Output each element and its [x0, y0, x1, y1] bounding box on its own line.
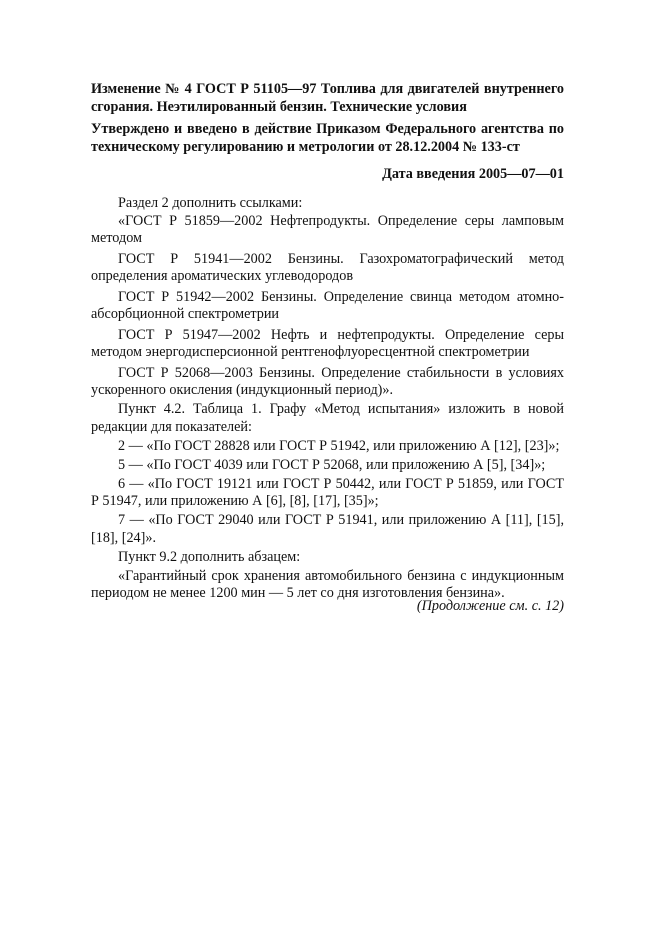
paragraph-section-2: Раздел 2 дополнить ссылками: — [118, 195, 303, 211]
approval-statement: Утверждено и введено в действие Приказом Федерального агентства по техническому регулированию и метрологии от 28.12.2004 № 133-ст — [91, 121, 564, 155]
continuation-note: (Продолжение см. с. 12) — [416, 598, 564, 614]
paragraph-ref-51947: ГОСТ Р 51947—2002 Нефть и нефтепродукты. Определение серы методом энергодисперсионной рентгенофлуоресцентной спектрометрии — [91, 326, 564, 360]
amendment-title: Изменение № 4 ГОСТ Р 51105—97 Топлива для двигателей внутреннего сгорания. Неэтилированный бензин. Технические условия — [91, 81, 564, 115]
amendment-body — [91, 195, 564, 603]
introduction-date: Дата введения 2005—07—01 — [382, 166, 564, 182]
paragraph-ref-52068: ГОСТ Р 52068—2003 Бензины. Определение стабильности в условиях ускоренного окисления (индукционный период)». — [91, 364, 564, 398]
paragraph-indicator-5: 5 — «По ГОСТ 4039 или ГОСТ Р 52068, или приложению А [5], [34]»; — [118, 456, 546, 473]
paragraph-clause-4-2: Пункт 4.2. Таблица 1. Графу «Метод испытания» изложить в новой редакции для показателей: — [91, 401, 564, 435]
paragraph-ref-51859: «ГОСТ Р 51859—2002 Нефтепродукты. Определение серы ламповым методом — [91, 212, 564, 246]
paragraph-clause-9-2: Пункт 9.2 дополнить абзацем: — [118, 548, 301, 565]
paragraph-indicator-7: 7 — «По ГОСТ 29040 или ГОСТ Р 51941, или приложению А [11], [15], [18], [24]». — [91, 512, 564, 546]
paragraph-indicator-6: 6 — «По ГОСТ 19121 или ГОСТ Р 50442, или ГОСТ Р 51859, или ГОСТ Р 51947, или приложению А [6], [8], [17], [35]»; — [91, 475, 564, 509]
paragraph-warranty: «Гарантийный срок хранения автомобильного бензина с индукционным периодом не менее 1200 мин — 5 лет со дня изготовления бензина». — [91, 567, 564, 601]
paragraph-indicator-2: 2 — «По ГОСТ 28828 или ГОСТ Р 51942, или приложению А [12], [23]»; — [118, 437, 560, 454]
paragraph-ref-51941: ГОСТ Р 51941—2002 Бензины. Газохроматографический метод определения ароматических углеводородов — [91, 250, 564, 284]
paragraph-ref-51942: ГОСТ Р 51942—2002 Бензины. Определение свинца методом атомно-абсорбционной спектрометрии — [91, 288, 564, 322]
